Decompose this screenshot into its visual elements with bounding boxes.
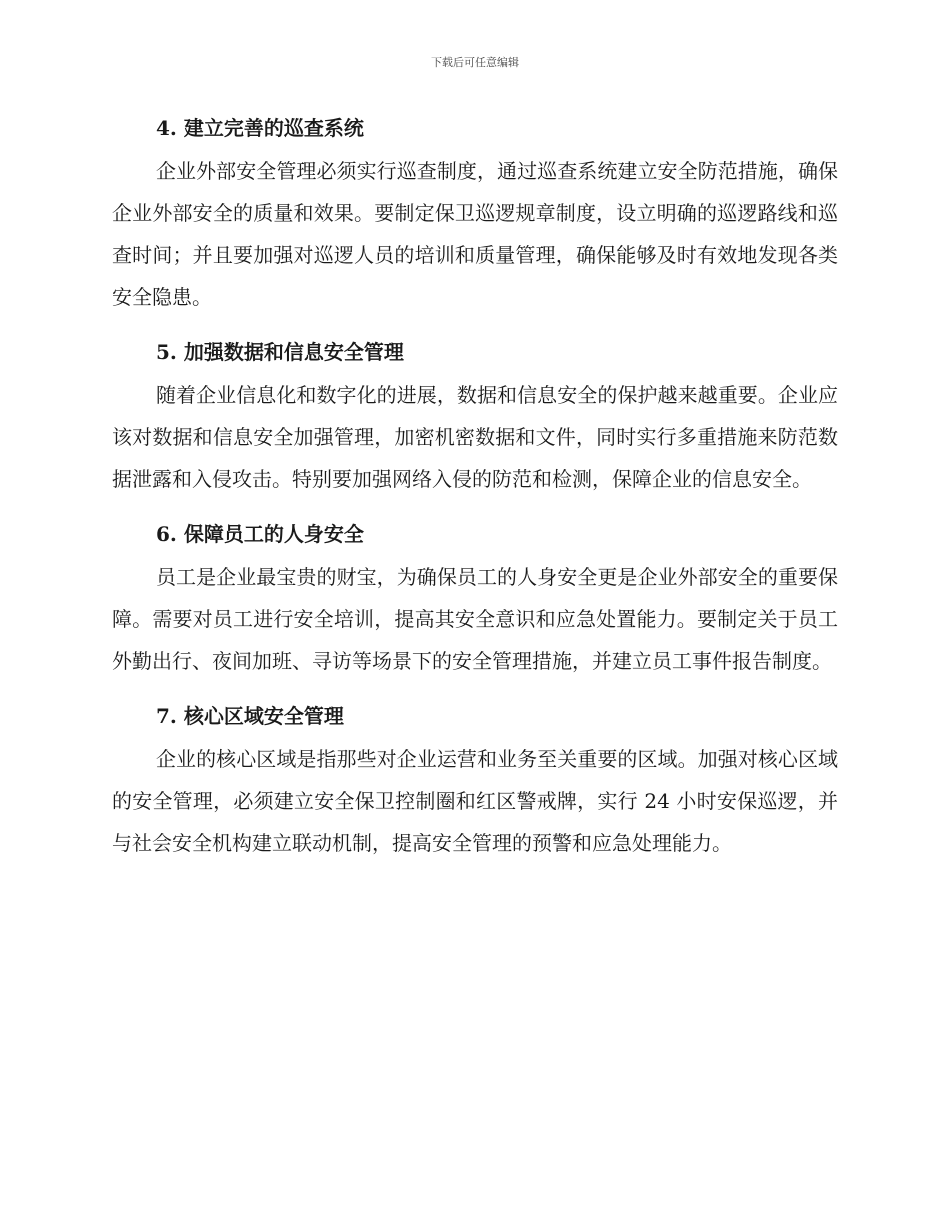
section-heading: 4. 建立完善的巡查系统 <box>156 116 364 140</box>
section-heading: 5. 加强数据和信息安全管理 <box>156 340 404 364</box>
section-6 <box>112 512 838 682</box>
section-heading: 6. 保障员工的人身安全 <box>156 522 364 546</box>
section-4 <box>112 106 838 318</box>
section-5 <box>112 330 838 500</box>
section-paragraph: 随着企业信息化和数字化的进展，数据和信息安全的保护越来越重要。企业应该对数据和信息安全加强管理，加密机密数据和文件，同时实行多重措施来防范数据泄露和入侵攻击。特别要加强网络入侵的防范和检测，保障企业的信息安全。 <box>112 383 838 491</box>
section-paragraph: 企业外部安全管理必须实行巡查制度，通过巡查系统建立安全防范措施，确保企业外部安全的质量和效果。要制定保卫巡逻规章制度，设立明确的巡逻路线和巡查时间；并且要加强对巡逻人员的培训和质量管理，确保能够及时有效地发现各类安全隐患。 <box>112 159 838 309</box>
document-body <box>112 106 838 876</box>
section-heading: 7. 核心区域安全管理 <box>156 704 344 728</box>
section-7 <box>112 694 838 864</box>
page-header: 下载后可任意编辑 <box>431 56 519 69</box>
section-paragraph: 企业的核心区域是指那些对企业运营和业务至关重要的区域。加强对核心区域的安全管理，必须建立安全保卫控制圈和红区警戒牌，实行 24 小时安保巡逻，并与社会安全机构建立联动机制，提高安全管理的预警和应急处理能力。 <box>112 747 838 855</box>
section-paragraph: 员工是企业最宝贵的财宝，为确保员工的人身安全更是企业外部安全的重要保障。需要对员工进行安全培训，提高其安全意识和应急处置能力。要制定关于员工外勤出行、夜间加班、寻访等场景下的安全管理措施，并建立员工事件报告制度。 <box>112 565 838 673</box>
